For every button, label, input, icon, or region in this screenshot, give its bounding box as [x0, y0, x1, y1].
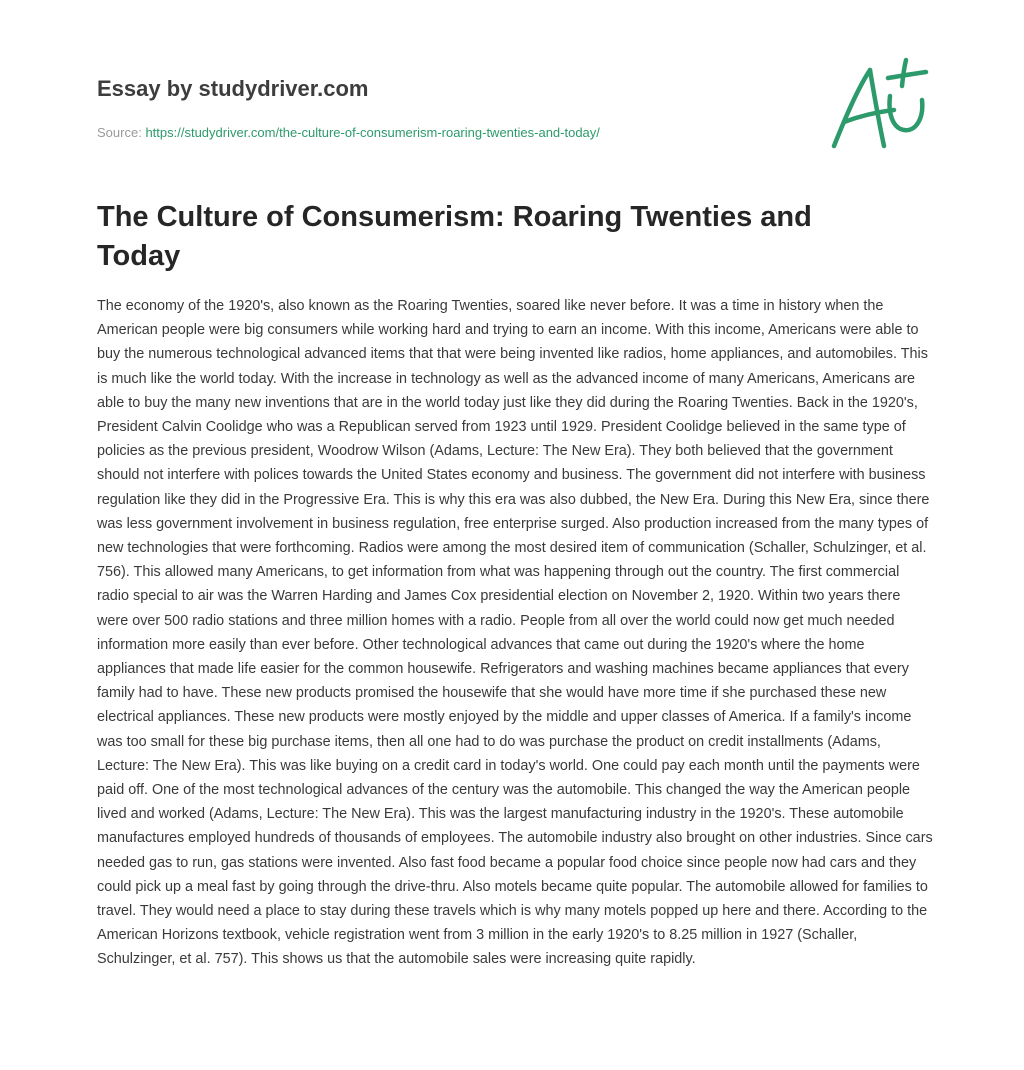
header: [97, 76, 797, 102]
source-link[interactable]: https://studydriver.com/the-culture-of-consumerism-roaring-twenties-and-today/: [145, 125, 600, 140]
source-label: Source:: [97, 125, 142, 140]
a-plus-logo-icon: [824, 56, 936, 156]
essay-body: The economy of the 1920's, also known as the Roaring Twenties, soared like never before. It was a time in history when the American people were big consumers while working hard and trying to earn an income. With this income, Americans were able to buy the numerous technological advanced items that that were being invented like radios, home appliances, and automobiles. This is much like the world today. With the increase in technology as well as the advanced income of many Americans, Americans are able to buy the many new inventions that are in the world today just like they did during the Roaring Twenties. Back in the 1920's, President Calvin Coolidge who was a Republican served from 1923 until 1929. President Coolidge believed in the same type of policies as the previous president, Woodrow Wilson (Adams, Lecture: The New Era). They both believed that the government should not interfere with polices towards the United States economy and business. The government did not interfere with business regulation like they did in the Progressive Era. This is why this era was also dubbed, the New Era. During this New Era, since there was less government involvement in business regulation, free enterprise surged. Also production increased from the many types of new technologies that were forthcoming. Radios were among the most desired item of communication (Schaller, Schulzinger, et al. 756). This allowed many Americans, to get information from what was happening through out the country. The first commercial radio special to air was the Warren Harding and James Cox presidential election on November 2, 1920. Within two years there were over 500 radio stations and three million homes with a radio. People from all over the world could now get much needed information more easily than ever before. Other technological advances that came out during the 1920's where the home appliances that made life easier for the common housewife. Refrigerators and washing machines became appliances that every family had to have. These new products promised the housewife that she would have more time if she purchased these new electrical appliances. These new products were mostly enjoyed by the middle and upper classes of America. If a family's income was too small for these big purchase items, then all one had to do was purchase the product on credit installments (Adams, Lecture: The New Era). This was like buying on a credit card in today's world. One could pay each month until the payments were paid off. One of the most technological advances of the century was the automobile. This changed the way the American people lived and worked (Adams, Lecture: The New Era). This was the largest manufacturing industry in the 1920's. These automobile manufactures employed hundreds of thousands of employees. The automobile industry also brought on other industries. Since cars needed gas to run, gas stations were invented. Also fast food became a popular food choice since people now had cars and they could pick up a meal fast by going through the drive-thru. Also motels became quite popular. The automobile allowed for families to travel. They would need a place to stay during these travels which is why many motels popped up here and there. According to the American Horizons textbook, vehicle registration went from 3 million in the early 1920's to 8.25 million in 1927 (Schaller, Schulzinger, et al. 757). This shows us that the automobile sales were increasing quite rapidly.: [97, 298, 933, 968]
source-line: [97, 125, 600, 140]
brand-title: Essay by studydriver.com: [97, 76, 369, 101]
essay-title: The Culture of Consumerism: Roaring Twenties and Today: [97, 201, 812, 272]
